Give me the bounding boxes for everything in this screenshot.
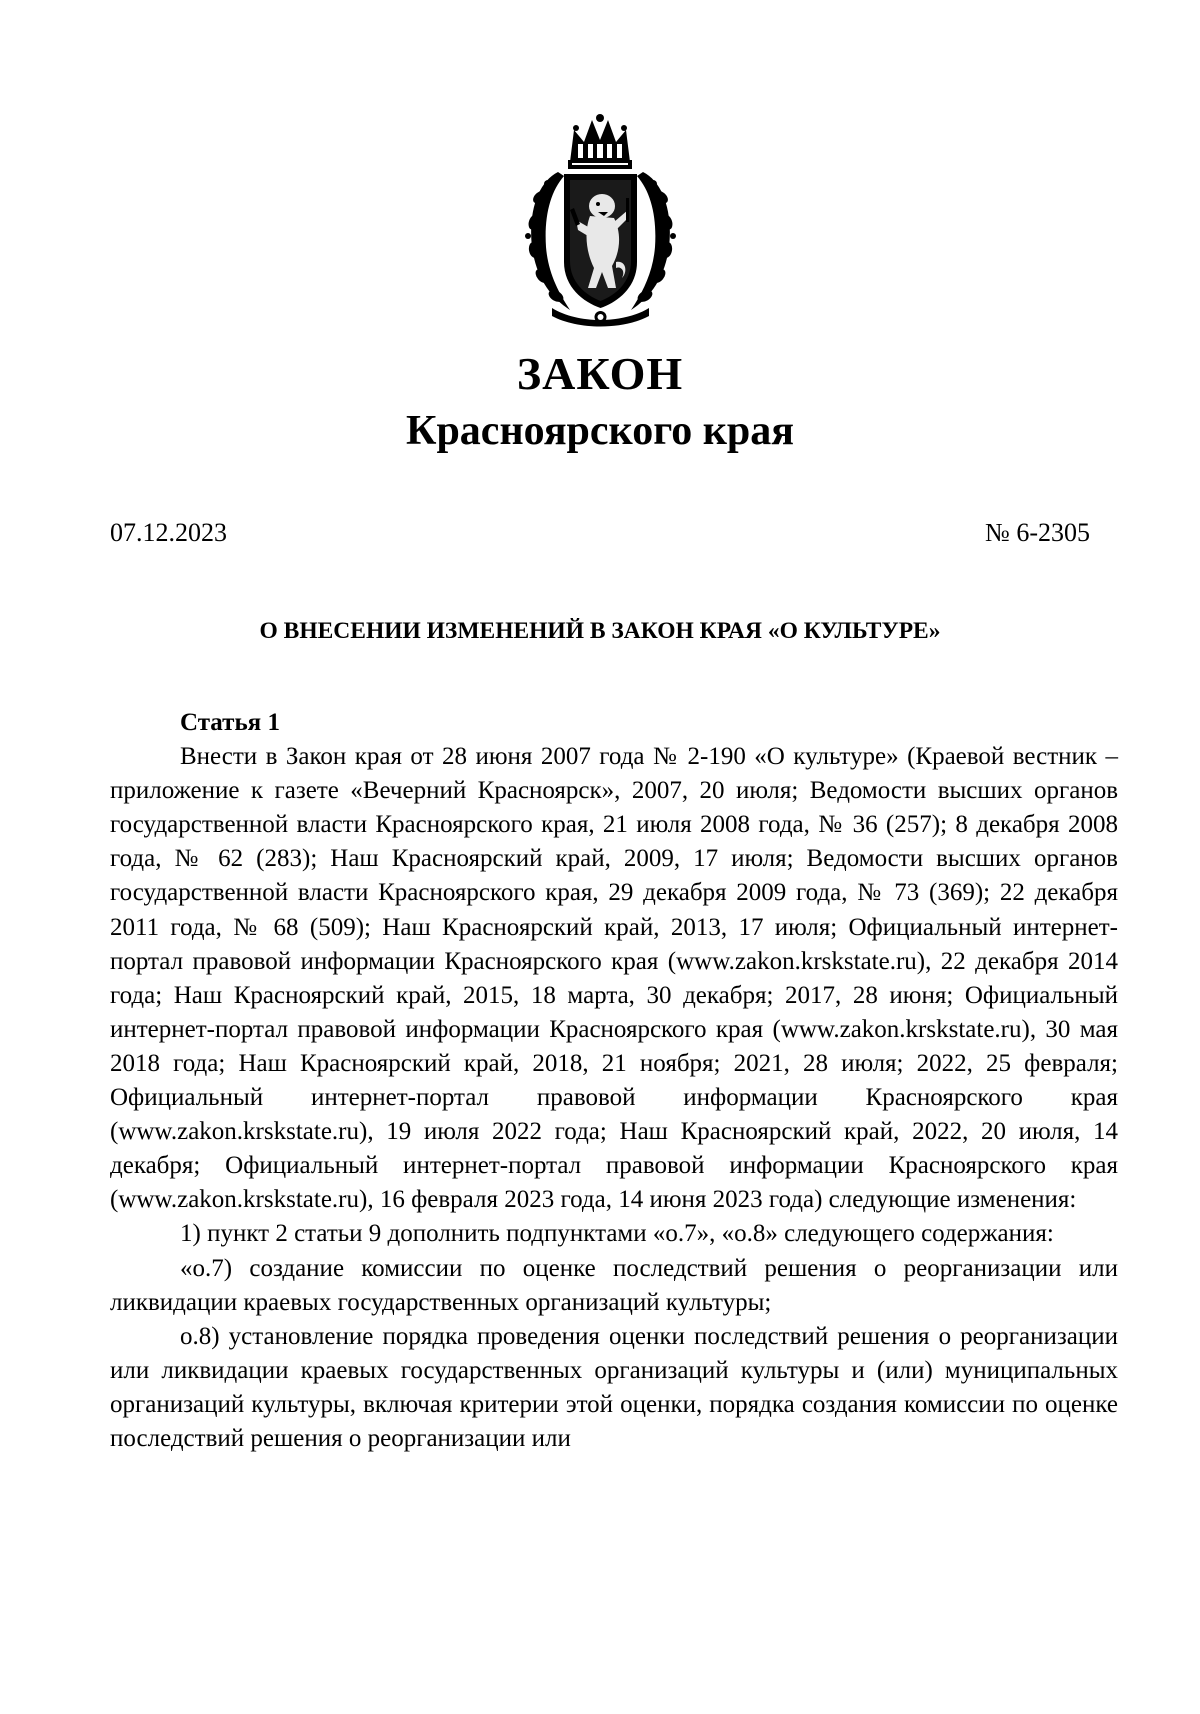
region-subtitle: Красноярского края (405, 408, 795, 454)
coat-of-arms-emblem (518, 112, 683, 327)
article-paragraph: о.8) установление порядка проведения оценки последствий решения о реорганизации или ликвидации краевых государственных организаций культуры и (или) муниципальных организаций культуры, включая критерии этой оценки, порядка создания комиссии по оценке последствий решения о реорганизации или (110, 1322, 1118, 1452)
article-body (110, 706, 1118, 1456)
article-paragraph: 1) пункт 2 статьи 9 дополнить подпунктами «о.7», «о.8» следующего содержания: (180, 1220, 1054, 1248)
law-title: О ВНЕСЕНИИ ИЗМЕНЕНИЙ В ЗАКОН КРАЯ «О КУЛЬТУРЕ» (259, 618, 941, 644)
article-title: Статья 1 (180, 709, 280, 736)
law-date: 07.12.2023 (110, 518, 227, 547)
article-paragraph: Внести в Закон края от 28 июня 2007 года № 2-190 «О культуре» (Краевой вестник – приложение к газете «Вечерний Красноярск», 2007, 20 июля; Ведомости высших органов государственной власти Красноярского края, 21 июля 2008 года, № 36 (257); 8 декабря 2008 года, № 62 (283); Наш Красноярский край, 2009, 17 июля; Ведомости высших органов государственной власти Красноярского края, 29 декабря 2009 года, № 73 (369); 22 декабря 2011 года, № 68 (509); Наш Красноярский край, 2013, 17 июля; Официальный интернет-портал правовой информации Красноярского края (www.zakon.krskstate.ru), 22 декабря 2014 года; Наш Красноярский край, 2015, 18 марта, 30 декабря; 2017, 28 июня; Официальный интернет-портал правовой информации Красноярского края (www.zakon.krskstate.ru), 30 мая 2018 года; Наш Красноярский край, 2018, 21 ноября; 2021, 28 июля; 2022, 25 февраля; Официальный интернет-портал правовой информации Красноярского края (www.zakon.krskstate.ru), 19 июля 2022 года; Наш Красноярский край, 2022, 20 июля, 14 декабря; Официальный интернет-портал правовой информации Красноярского края (www.zakon.krskstate.ru), 16 февраля 2023 года, 14 июня 2023 года) следующие изменения: (110, 743, 1118, 1214)
article-paragraph: «о.7) создание комиссии по оценке последствий решения о реорганизации или ликвидации краевых государственных организаций культуры; (110, 1254, 1118, 1316)
document-type-title: ЗАКОН (516, 348, 684, 399)
coat-of-arms-icon (518, 112, 683, 327)
law-number: № 6-2305 (985, 518, 1090, 547)
